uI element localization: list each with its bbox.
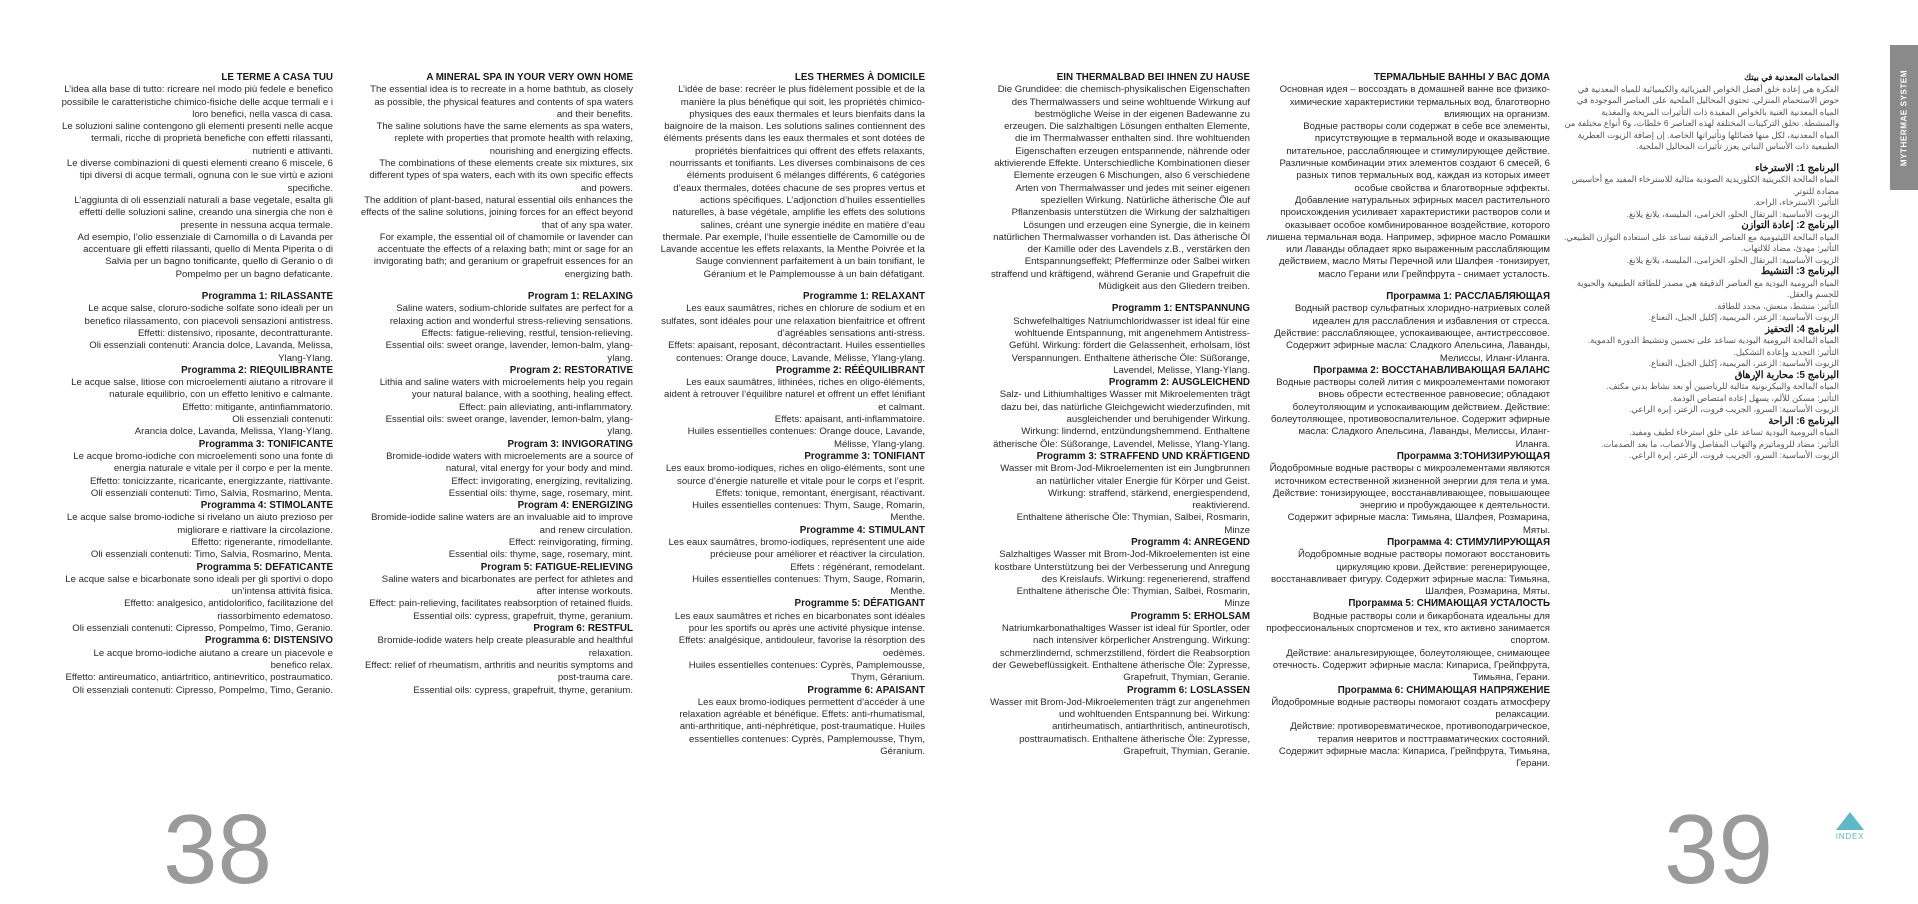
intro-paragraph: The addition of plant-based, natural essential oils enhances the effects of the saline solutions, joining forces for an effect beyond that of any spa water.: [360, 194, 633, 231]
program-text: Effect: pain alleviating, anti-inflammatory.: [458, 401, 633, 413]
program-title: Programme 3: TONIFIANT: [804, 450, 925, 462]
program-block: [1265, 451, 1550, 537]
program-text: Les eaux bromo-iodiques permettent d’accéder à une relaxation agréable et bénéfique. Effets: anti-rhumatismal, anti-arthritique, anti-néphrétique, post-traumatique. Huiles essentielles contenues: Cyprès, Pamplemousse, Thym, Géranium.: [679, 696, 925, 758]
program-text: التأثير: منشط، منعش، مجدد للطاقة.: [1714, 300, 1839, 311]
program-title: Programma 3: TONIFICANTE: [198, 438, 333, 450]
column-ar: [1562, 72, 1839, 462]
column-heading: الحمامات المعدنية في بيتك: [1744, 72, 1839, 82]
program-block: [360, 623, 633, 697]
program-title: Programm 4: ANREGEND: [1131, 536, 1250, 548]
program-text: Les eaux saumâtres, lithinées, riches en oligo-éléments, aident à retrouver l’équilibre naturel et offrent un effet lénifiant et calmant.: [664, 377, 925, 413]
program-title: Programma 6: DISTENSIVO: [205, 635, 333, 647]
program-title: Программа 6: СНИМАЮЩАЯ НАПРЯЖЕНИЕ: [1337, 684, 1550, 696]
program-title: Program 5: FATIGUE-RELIEVING: [480, 561, 633, 573]
program-block: [1265, 598, 1550, 684]
index-button[interactable]: [1830, 811, 1870, 847]
program-text: المياه المالحة الكبريتية الكلوريدية الصودية مثالية للاسترخاء المفيد مع أحاسيس مضادة للتوتر.: [1571, 174, 1839, 196]
program-text: Effetti: distensivo, riposante, decontratturante.: [137, 327, 333, 339]
program-block: [1562, 416, 1839, 462]
column-en: [360, 72, 633, 697]
program-block: [1562, 163, 1839, 221]
program-text: المياه المالحة والبيكربونية مثالية للرياضيين أو بعد نشاط بدني مكثف.: [1606, 381, 1839, 391]
program-title: Program 2: RESTORATIVE: [509, 364, 633, 376]
column-heading: ТЕРМАЛЬНЫЕ ВАННЫ У ВАС ДОМА: [1373, 72, 1550, 83]
program-text: Schwefelhaltiges Natriumchloridwasser ist ideal für eine wohltuende Entspannung, mit angenehmem Antistress-Gefühl. Wirkung: fördert die Gelassenheit, erholsam, löst Verspannungen. Enthaltene ätherische Öle: Süßorange, Lavendel, Melisse, Ylang-Ylang.: [1008, 315, 1250, 376]
program-text: Huiles essentielles contenues: Thym, Sauge, Romarin, Menthe.: [692, 573, 925, 598]
column-it: [60, 72, 333, 697]
program-text: Enthaltene ätherische Öle: Thymian, Salbei, Rosmarin, Minze: [1016, 586, 1250, 610]
program-text: المياه المالحة الليثيومية مع العناصر الدقيقة تساعد على استعادة التوازن الطبيعي.: [1564, 231, 1839, 242]
program-title: Programm 1: ENTSPANNUNG: [1111, 303, 1250, 315]
program-text: الزيوت الأساسية: السرو، الجريب فروت، الزعتر، إبرة الراعي.: [1629, 404, 1839, 414]
program-block: [360, 365, 633, 439]
column-heading: EIN THERMALBAD BEI IHNEN ZU HAUSE: [1056, 72, 1250, 83]
program-text: Effetto: analgesico, antidolorifico, facilitazione del riassorbimento edematoso.: [124, 598, 333, 622]
program-block: [990, 685, 1250, 759]
program-text: Effets: apaisant, anti-inflammatoire.: [774, 414, 925, 426]
program-text: Effect: reinvigorating, firming.: [508, 536, 633, 548]
program-title: Programm 3: STRAFFEND UND KRÄFTIGEND: [1036, 450, 1250, 462]
program-block: [660, 598, 925, 684]
program-text: Saline waters, sodium-chloride sulfates are perfect for a relaxing action and wonderful stress-relieving sensations.: [389, 303, 633, 327]
program-text: Les eaux saumâtres, bromo-iodiques, représentent une aide précieuse pour améliorer et réactiver la circulation.: [668, 536, 925, 561]
side-tab-label: MYTHERMAE SYSTEM: [1899, 69, 1909, 166]
program-text: Essential oils: cypress, grapefruit, thyme, geranium.: [413, 610, 633, 622]
program-text: التأثير: مسكن للألم، يسهل إعادة امتصاص الوذمة.: [1670, 392, 1839, 403]
program-text: Водный раствор сульфатных хлоридно-натриевых солей идеален для расслабления и избавления от стресса. Действие: расслабляющее, успокаивающее, антистрессовое. Содержит эфирные масла: Сладкого Апельсина, Лаванды, Мелиссы, Иланг-Иланга.: [1274, 303, 1550, 364]
program-text: التأثير: التجديد وإعادة التشكيل.: [1733, 346, 1839, 357]
program-title: Programm 2: AUSGLEICHEND: [1108, 377, 1250, 389]
program-title: Programme 5: DÉFATIGANT: [794, 598, 925, 610]
program-text: Essential oils: thyme, sage, rosemary, mint.: [448, 549, 633, 561]
program-text: Effets: apaisant, reposant, décontractant. Huiles essentielles contenues: Orange douce, Lavande, Mélisse, Ylang-ylang.: [668, 340, 925, 364]
program-block: [1265, 537, 1550, 598]
program-title: البرنامج 4: التحفيز: [1765, 323, 1839, 335]
program-text: Effets: analgésique, antidouleur, favorise la résorption des oedèmes.: [678, 635, 925, 659]
program-text: Huiles essentielles contenues: Thym, Sauge, Romarin, Menthe.: [692, 500, 925, 524]
column-heading: LE TERME A CASA TUU: [221, 72, 333, 83]
page-number-right: 39: [1664, 794, 1774, 904]
program-text: الزيوت الأساسية: البرتقال الحلو، الخزامى، المليسة، يلانغ يلانغ.: [1626, 208, 1839, 219]
program-block: [360, 291, 633, 365]
program-text: Йодобромные водные растворы помогают восстановить циркуляцию крови. Действие: регенерирующее, восстанавливает фигуру. Содержит эфирные масла: Тимьяна, Шалфея, Розмарина, Мяты.: [1271, 549, 1550, 598]
section-spacer: [1562, 153, 1839, 163]
program-text: المياه البرومية اليودية تساعد على خلق استرخاء لطيف ومفيد.: [1629, 427, 1839, 437]
program-text: التأثير: مضاد للروماتيزم والتهاب المفاصل والأعصاب، ما بعد الصدمات.: [1601, 438, 1839, 449]
program-text: Le acque salse bromo-iodiche si rivelano un aiuto prezioso per migliorare e riattivare la circolazione.: [66, 512, 333, 536]
column-fr: [660, 72, 925, 758]
program-text: Le acque bromo-iodiche con microelementi sono una fonte di energia naturale e vitale per il corpo e per la mente.: [73, 450, 333, 475]
program-block: [1562, 324, 1839, 370]
program-text: Водные растворы солей лития с микроэлементами помогают вновь обрести естественное равновесие; обладают болеутоляющим и успокаивающим действием. Действие: болеутоляющее, противовоспалительное. Содержит эфирные масла: Сладкого Апельсина, Лаванды, Мелиссы, Иланг-Иланга.: [1270, 377, 1550, 450]
program-block: [660, 525, 925, 599]
program-title: البرنامج 3: التنشيط: [1760, 266, 1839, 277]
program-block: [990, 451, 1250, 537]
intro-paragraph: L’idée de base: recréer le plus fidèlement possible et de la manière la plus bénéfique qui soit, les propriétés chimico-physiques des eaux thermales et leurs bienfaits dans la baignoire de la maison. Les solutions salines contiennent des éléments présents dans les eaux thermales et sont dotées de propriétés bienfaitrices qui offrent des effets relaxants, nourrissants et tonifiants. Les diverses combinaisons de ces éléments produisent 6 mélanges différents, 6 catégories d’eaux thermales, dotées chacune de ses propres vertus et actions spécifiques. L’adjonction d’huiles essentielles naturelles, à base végétale, amplifie les effets des solutions salines, créant une synergie inédite en matière d’eau thermale. Par exemple, l’huile essentielle de Camomille ou de Lavande accentue les effets relaxants, la Menthe Poivrée et la Sauge conviennent parfaitement à un bain tonifiant, le Géranium et le Pamplemousse à un bain défatigant.: [660, 84, 925, 280]
program-block: [990, 537, 1250, 611]
program-text: Effetto: rigenerante, rimodellante.: [191, 536, 333, 548]
program-text: Wasser mit Brom-Jod-Mikroelementen ist ein Jungbrunnen an natürlicher vitaler Energie für Körper und Geist.: [1000, 463, 1250, 487]
program-text: Effects: fatigue-relieving, restful, tension-relieving.: [421, 327, 633, 339]
program-text: Йодобромные водные растворы с микроэлементами являются источником естественной жизненной энергии для тела и ума. Действие: тонизирующее, восстанавливающее, повышающее энергию и пробуждающее к деятельности.: [1269, 463, 1550, 512]
program-title: Program 1: RELAXING: [527, 291, 633, 303]
program-text: Le acque salse e bicarbonate sono ideali per gli sportivi o dopo un’intensa attività fisica.: [65, 573, 333, 598]
program-text: Bromide-iodide waters help create pleasurable and healthful relaxation.: [377, 635, 633, 659]
program-block: [360, 439, 633, 500]
intro-paragraph: Le soluzioni saline contengono gli elementi presenti nelle acque termali, ricche di proprietà benefiche con effetti rilassanti, nutrienti e attivanti.: [62, 121, 333, 157]
program-block: [60, 562, 333, 636]
program-text: Bromide-iodide waters with microelements are a source of natural, vital energy for your body and mind.: [386, 450, 633, 475]
program-block: [60, 500, 333, 561]
intro-paragraph: For example, the essential oil of chamomile or lavender can accentuate the effects of a relaxing bath; mint or sage for an invigorating bath; and geranium or grapefruit essences for an energizing bath.: [373, 231, 633, 280]
program-block: [990, 611, 1250, 685]
program-text: Effets : régénérant, remodelant.: [790, 561, 925, 573]
program-text: Huiles essentielles contenues: Cyprès, Pamplemousse, Thym, Géranium.: [688, 659, 925, 684]
program-text: Huiles essentielles contenues: Orange douce, Lavande, Mélisse, Ylang-ylang.: [687, 426, 925, 450]
program-text: Wirkung: lindernd, entzündungshemmend. Enthaltene ätherische Öle: Süßorange, Lavendel, Melisse, Ylang-Ylang.: [993, 426, 1250, 450]
section-spacer: [360, 281, 633, 291]
section-spacer: [1265, 281, 1550, 291]
program-text: Lithia and saline waters with microelements help you regain your natural balance, with a soothing, healing effect.: [379, 377, 633, 401]
program-text: Arancia dolce, Lavanda, Melissa, Ylang-Ylang.: [134, 426, 333, 438]
program-text: Les eaux saumâtres, riches en chlorure de sodium et en sulfates, sont idéales pour une relaxation bienfaitrice et offrent d’agréables sensations anti-stress.: [661, 303, 925, 339]
program-title: البرنامج 6: الراحة: [1768, 415, 1839, 427]
program-title: Programme 2: RÉÉQUILIBRANT: [775, 364, 925, 376]
program-title: Программа 5: СНИМАЮЩАЯ УСТАЛОСТЬ: [1348, 598, 1550, 610]
program-text: Содержит эфирные масла: Кипариса, Грейпфрута, Тимьяна, Герани.: [1278, 746, 1550, 770]
program-title: Programm 6: LOSLASSEN: [1126, 684, 1250, 696]
section-spacer: [660, 281, 925, 291]
program-block: [1265, 291, 1550, 365]
program-text: Содержит эфирные масла: Тимьяна, Шалфея, Розмарина, Мяты.: [1287, 512, 1550, 536]
program-block: [660, 291, 925, 365]
program-title: Program 4: ENERGIZING: [517, 500, 633, 512]
section-spacer: [60, 281, 333, 291]
program-text: الزيوت الأساسية: الزعتر، المريمية، إكليل الجبل، النعناع.: [1648, 312, 1839, 322]
program-text: Oli essenziali contenuti:: [232, 414, 333, 426]
program-block: [60, 365, 333, 439]
program-text: Oli essenziali contenuti: Cipresso, Pompelmo, Timo, Geranio.: [72, 684, 333, 696]
program-text: Les eaux bromo-iodiques, riches en oligo-éléments, sont une source d’énergie naturelle et vitale pour le corps et l’esprit.: [665, 463, 925, 487]
program-block: [990, 303, 1250, 377]
program-text: Oli essenziali contenuti: Timo, Salvia, Rosmarino, Menta.: [90, 487, 333, 499]
program-text: التأثير: الاسترخاء، الراحة.: [1753, 197, 1839, 207]
triangle-up-icon: [1835, 811, 1865, 831]
program-block: [660, 451, 925, 525]
program-block: [360, 562, 633, 623]
program-text: Действие: противоревматическое, противоподагрическое, терапия невритов и посттравматических состояний.: [1290, 721, 1550, 745]
program-text: Essential oils: thyme, sage, rosemary, mint.: [448, 487, 633, 499]
program-text: Natriumkarbonathaltiges Wasser ist ideal für Sportler, oder nach intensiver körperlicher Anstrengung. Wirkung: schmerzlindernd, schmerzstillend, fördert die Reabsorption der Gewebeflüssigkeit. Enthaltene ätherische Öle: Zypresse, Grapefruit, Thymian, Geranie.: [992, 623, 1250, 684]
column-heading: A MINERAL SPA IN YOUR VERY OWN HOME: [426, 72, 633, 83]
section-spacer: [990, 293, 1250, 303]
program-block: [1562, 370, 1839, 416]
intro-paragraph: Водные растворы соли содержат в себе все элементы, присутствующие в термальной воде и оказывающие питательное, расслабляющее и стимулирующее действие. Различные комбинации этих элементов создают 6 смесей, 6 разных типов термальных вод, каждая из которых имеет особые свойства и благотворные эффекты.: [1279, 121, 1550, 194]
program-block: [660, 685, 925, 759]
program-title: Программа 3:ТОНИЗИРУЮЩАЯ: [1396, 450, 1550, 462]
intro-paragraph: Ad esempio, l’olio essenziale di Camomilla o di Lavanda per accentuare gli effetti rilassanti, quello di Menta Piperita o di Salvia per un bagno tonificante, quello di Geranio o di Pompelmo per un bagno defaticante.: [77, 231, 333, 280]
page-number-left: 38: [163, 794, 273, 904]
program-title: Программа 4: СТИМУЛИРУЮЩАЯ: [1387, 536, 1550, 548]
program-text: Effect: relief of rheumatism, arthritis and neuritis symptoms and post-trauma care.: [364, 659, 633, 684]
program-text: التأثير: مهدئ، مضاد للالتهاب.: [1740, 243, 1839, 253]
program-text: Le acque salse, litiose con microelementi aiutano a ritrovare il naturale equilibrio, con un effetto lenitivo e calmante.: [71, 377, 333, 401]
program-text: Essential oils: sweet orange, lavender, lemon-balm, ylang-ylang.: [385, 340, 633, 364]
program-block: [360, 500, 633, 561]
program-text: Действие: анальгезирующее, болеутоляющее, снимающее отечность. Содержит эфирные масла: Кипариса, Грейпфрута, Тимьяна, Герани.: [1272, 647, 1550, 684]
program-block: [1265, 685, 1550, 771]
program-text: Salzhaltiges Wasser mit Brom-Jod-Mikroelementen ist eine kostbare Unterstützung bei der Verbesserung und Anregung des Kreislaufs. Wirkung: regenerierend, straffend: [994, 549, 1250, 585]
program-text: Effect: pain-relieving, facilitates reabsorption of retained fluids.: [369, 598, 633, 610]
program-title: Программа 2: ВОССТАНАВЛИВАЮЩАЯ БАЛАНС: [1313, 364, 1550, 376]
program-title: Programma 5: DEFATICANTE: [196, 561, 333, 573]
program-block: [660, 365, 925, 451]
program-text: Saline waters and bicarbonates are perfect for athletes and after intense workouts.: [381, 573, 633, 598]
program-text: Les eaux saumâtres et riches en bicarbonates sont idéales pour les sportifs ou après une activité physique intense.: [674, 610, 925, 635]
program-text: Oli essenziali contenuti: Arancia dolce, Lavanda, Melissa, Ylang-Ylang.: [89, 340, 333, 364]
program-text: Effetto: antireumatico, antiartritico, antinevritico, postraumatico.: [65, 672, 333, 684]
intro-paragraph: L’aggiunta di oli essenziali naturali a base vegetale, esalta gli effetti delle soluzioni saline, creando una sinergia che non è presente in nessuna acqua termale.: [74, 194, 333, 231]
column-de: [990, 72, 1250, 758]
program-block: [1562, 266, 1839, 324]
program-title: البرنامج 5: محاربة الإرهاق: [1734, 369, 1839, 381]
program-text: Essential oils: cypress, grapefruit, thyme, geranium.: [413, 684, 633, 696]
intro-paragraph: الفكرة هي إعادة خلق أفضل الخواص الفيزيائية والكيميائية للمياه المعدنية في حوض الاستحمام المنزلي. تحتوي المحاليل الملحية على العناصر الموجودة في المياه المعدنية الغنية بالخواص المفيدة ذات التأثيرات المريحة والمغذية والمنشطة. تخلق التركيبات المختلفة لهذه العناصر 6 خلطات، و6 أنواع مختلفة من المياه المعدنية، لكل منها فضائلها وتأثيراتها الخاصة. إن إضافة الزيوت العطرية الطبيعية ذات الأساس النباتي يعزز تأثيرات المحاليل الملحية.: [1564, 83, 1839, 151]
program-text: الزيوت الأساسية: الزعتر، المريمية، إكليل الجبل، النعناع.: [1648, 358, 1839, 368]
program-title: Programma 1: RILASSANTE: [201, 291, 333, 303]
program-text: Oli essenziali contenuti: Timo, Salvia, Rosmarino, Menta.: [90, 549, 333, 561]
program-text: Водные растворы соли и бикарбоната идеальны для профессиональных спортсменов и тех, кто активно занимается спортом.: [1266, 610, 1550, 647]
program-text: Essential oils: sweet orange, lavender, lemon-balm, ylang-ylang.: [385, 414, 633, 438]
program-block: [1265, 365, 1550, 451]
column-ru: [1265, 72, 1550, 771]
program-title: Program 6: RESTFUL: [533, 623, 633, 635]
program-block: [990, 377, 1250, 451]
program-title: Программа 1: РАССЛАБЛЯЮЩАЯ: [1386, 291, 1550, 303]
intro-paragraph: L’idea alla base di tutto: ricreare nel modo più fedele e benefico possibile le caratteristiche chimico-fisiche delle acque termali e i loro benefici, nella vasca di casa.: [61, 84, 333, 120]
program-text: Wirkung: straffend, stärkend, energiespendend, reaktivierend.: [1048, 487, 1250, 512]
program-block: [60, 439, 333, 500]
intro-paragraph: The combinations of these elements create six mixtures, six different types of spa waters, each with its own specific effects and powers.: [369, 158, 633, 194]
program-title: Programme 1: RELAXANT: [803, 291, 925, 303]
program-title: البرنامج 1: الاسترخاء: [1754, 162, 1839, 174]
intro-paragraph: The saline solutions have the same elements as spa waters, replete with properties that promote health with relaxing, nourishing and energizing effects.: [376, 121, 633, 157]
intro-paragraph: Die Grundidee: die chemisch-physikalischen Eigenschaften des Thermalwassers und seine wohltuende Wirkung auf bestmögliche Weise in der eigenen Badewanne zu erzeugen. Die salzhaltigen Lösungen enthalten Elemente, die im Thermalwasser enthalten sind. Ihre wohltuenden Eigenschaften erzeugen entspannende, nährende oder aktivierende Effekte. Unterschiedliche Kombinationen dieser Elemente erzeugen 6 Mischungen, also 6 verschiedene Arten von Thermalwasser und jedes mit seiner eigenen speziellen Wirkung. Natürliche ätherische Öle auf Pflanzenbasis unterstützen die Wirkung der salzhaltigen Lösungen und erzeugen eine Synergie, die in keinem natürlichen Thermalwasser vorhanden ist. Das ätherische Öl der Kamille oder des Lavendels z.B., verstärken den Entspannungseffekt; Pfefferminze oder Salbei wirken straffend und kräftigend, während Geranie und Grapefruit die Müdigkeit aus den Gliedern treiben.: [990, 84, 1250, 293]
program-text: Enthaltene ätherische Öle: Thymian, Salbei, Rosmarin, Minze: [1016, 512, 1250, 536]
side-section-tab: [1890, 45, 1918, 190]
program-text: الزيوت الأساسية: السرو، الجريب فروت، الزعتر، إبرة الراعي.: [1629, 450, 1839, 460]
program-title: Programme 6: APAISANT: [807, 684, 925, 696]
program-text: الزيوت الأساسية: البرتقال الحلو، الخزامى، المليسة، يلانغ يلانغ.: [1626, 254, 1839, 265]
program-text: Йодобромные водные растворы помогают создать атмосферу релаксации.: [1271, 696, 1550, 721]
intro-paragraph: Основная идея – воссоздать в домашней ванне все физико-химические характеристики термальных вод, благотворно влияющих на организм.: [1279, 84, 1550, 120]
program-text: Oli essenziali contenuti: Cipresso, Pompelmo, Timo, Geranio.: [72, 623, 333, 635]
program-title: Programma 2: RIEQUILIBRANTE: [181, 364, 333, 376]
index-button-label: INDEX: [1835, 832, 1865, 841]
program-text: Wasser mit Brom-Jod-Mikroelementen trägt zur angenehmen und wohltuenden Entspannung bei. Wirkung: antirheumatisch, antiarthritisch, antineurotisch, posttraumatisch. Enthaltene ätherische Öle: Zypresse, Grapefruit, Thymian, Geranie.: [990, 696, 1250, 758]
program-text: Effect: invigorating, energizing, revitalizing.: [451, 475, 633, 487]
intro-paragraph: Le diverse combinazioni di questi elementi creano 6 miscele, 6 tipi diversi di acque termali, ognuna con le sue virtù e azioni specifiche.: [66, 158, 333, 194]
program-title: Program 3: INVIGORATING: [507, 438, 633, 450]
program-text: Le acque bromo-iodiche aiutano a creare un piacevole e benefico relax.: [93, 647, 333, 671]
program-block: [60, 291, 333, 365]
program-text: Effets: tonique, remontant, énergisant, réactivant.: [715, 487, 925, 499]
program-text: Salz- und Lithiumhaltiges Wasser mit Mikroelementen trägt dazu bei, das natürliche Gleichgewicht wiederzufinden, mit ausgleichender und beruhigender Wirkung.: [999, 389, 1250, 426]
program-block: [1562, 220, 1839, 266]
column-heading: LES THERMES À DOMICILE: [794, 72, 925, 83]
program-text: Effetto: mitigante, antinfiammatorio.: [182, 401, 333, 413]
program-block: [60, 635, 333, 696]
program-text: المياه البرومية اليودية مع العناصر الدقيقة هي مصدر للطاقة الطبيعية والحيوية للجسم والعقل.: [1576, 277, 1839, 299]
program-title: Programme 4: STIMULANT: [799, 524, 925, 536]
program-title: Programma 4: STIMOLANTE: [200, 500, 333, 512]
program-title: Programm 5: ERHOLSAM: [1130, 610, 1250, 622]
program-text: Effetto: tonicizzante, ricaricante, energizzante, riattivante.: [90, 475, 333, 487]
program-text: Bromide-iodide saline waters are an invaluable aid to improve and renew circulation.: [371, 512, 633, 536]
program-title: البرنامج 2: إعادة التوازن: [1741, 220, 1839, 231]
intro-paragraph: The essential idea is to recreate in a home bathtub, as closely as possible, the physical features and contents of spa waters and their benefits.: [370, 84, 633, 120]
program-text: المياه المالحة البرومية اليودية تساعد على تحسين وتنشيط الدورة الدموية.: [1587, 335, 1839, 345]
intro-paragraph: Добавление натуральных эфирных масел растительного происхождения усиливает характеристики растворов соли и оказывает особое комбинированное воздействие, которого лишена термальная вода. Например, эфирное масло Ромашки или Лаванды обладает ярко выраженным расслабляющим действием, масло Мяты Перечной или Шалфея -тонизирует, масло Герани или Грейпфрута - снимает усталость.: [1266, 194, 1550, 280]
program-text: Le acque salse, cloruro-sodiche solfate sono ideali per un benefico rilassamento, con piacevoli sensazioni antistress.: [84, 303, 333, 327]
